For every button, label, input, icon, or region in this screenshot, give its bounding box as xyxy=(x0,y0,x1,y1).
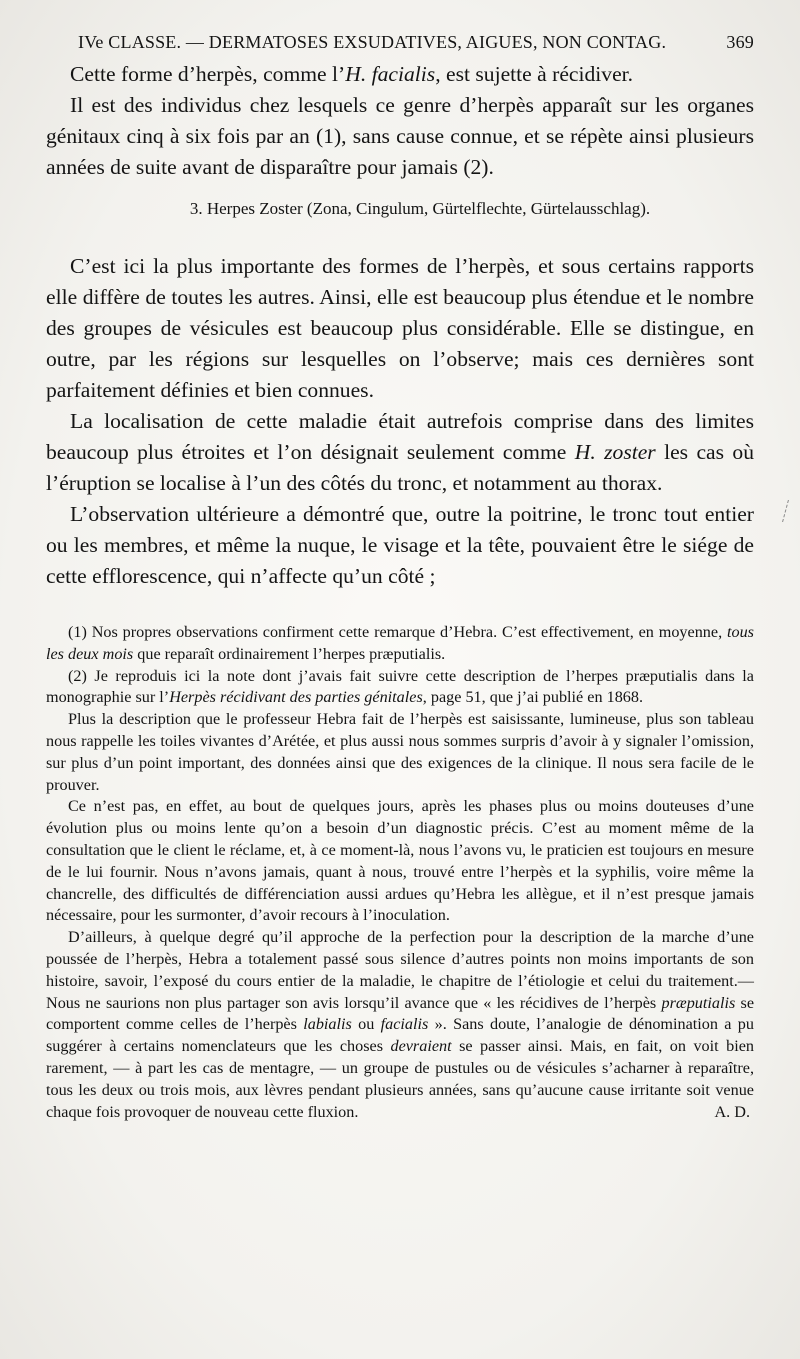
running-head-title: IVe CLASSE. — DERMATOSES EXSUDATIVES, AIGUES, NON CONTAG. xyxy=(78,32,667,52)
paragraph-1-text: Cette forme d’herpès, comme l’ xyxy=(70,62,346,86)
footnote-paragraph-3: Plus la description que le professeur Hebra fait de l’herpès est saisissante, lumineuse, plus son tableau nous rappelle les toiles vivantes d’Arétée, et plus aussi nous sommes surpris d’avoir à y signaler l’omission, sur plus d’un point important, des données ainsi que des exigences de la clinique. Il nous sera facile de le prouver. xyxy=(46,710,754,794)
main-text xyxy=(46,59,754,592)
footnote-5-italic-1: præputialis xyxy=(661,993,736,1012)
footnote-2-text: (2) Je reproduis ici la note dont j’avais fait suivre cette description de l’herpes præputialis dans la monographie sur l’ xyxy=(46,666,754,707)
footnote-2 xyxy=(46,666,754,710)
signature: A. D. xyxy=(714,1102,750,1121)
running-head xyxy=(78,32,754,53)
footnote-5-italic-4: devraient xyxy=(390,1037,452,1056)
footnote-5-text: D’ailleurs, à quelque degré qu’il approche de la perfection pour la description de la marche d’une poussée de l’herpès, Hebra a totalement passé sous silence d’autres points non moins importants de son histoire, savoir, l’exposé du cours entier de la maladie, le chapitre de l’étiologie et celui du traitement.— Nous ne saurions non plus partager son avis lorsqu’il avance que « les récidives de l’herpès xyxy=(46,928,754,1012)
paragraph-3: C’est ici la plus importante des formes de l’herpès, et sous certains rapports elle diffère de toutes les autres. Ainsi, elle est beaucoup plus étendue et le nombre des groupes de vésicules est beaucoup plus considérable. Elle se distingue, en outre, par les régions sur lesquelles on l’observe; mais ces dernières sont parfaitement définies et bien connues. xyxy=(46,254,754,402)
paragraph-2: Il est des individus chez lesquels ce genre d’herpès apparaît sur les organes génitaux cinq à six fois par an (1), sans cause connue, et se répète ainsi plusieurs années de suite avant de disparaître pour jamais (2). xyxy=(46,93,754,179)
footnote-paragraph-4: Ce n’est pas, en effet, au bout de quelques jours, après les phases plus ou moins douteuses d’une évolution plus ou moins lente qu’on a besoin d’un diagnostic précis. C’est au moment même de la consultation que le client le réclame, et, à ce moment-là, nous l’avons vu, le praticien est toujours en mesure de le lui fournir. Nous n’avons jamais, quant à nous, trouvé entre l’herpès et la syphilis, voire même la chancrelle, des difficultés de différenciation aussi ardues qu’Hebra les allègue, et il n’est presque jamais nécessaire, pour les surmonter, d’avoir recours à l’inoculation. xyxy=(46,797,754,925)
paragraph-4 xyxy=(46,406,754,499)
paragraph-1-end: , est sujette à récidiver. xyxy=(435,62,634,86)
paragraph-1 xyxy=(46,59,754,90)
margin-mark xyxy=(782,500,797,522)
footnotes xyxy=(46,622,754,1123)
paragraph-1-italic: H. facialis xyxy=(345,62,436,86)
footnote-1-text: (1) Nos propres observations confirment cette remarque d’Hebra. C’est effectivement, en moyenne, xyxy=(68,623,727,641)
page-number: 369 xyxy=(726,32,754,52)
footnote-5-mid-1: se comportent comme celles de l’herpès xyxy=(46,993,755,1034)
footnote-2-end: , page 51, que j’ai publié en 1868. xyxy=(422,688,644,707)
paragraph-4-end: les cas où l’éruption se localise à l’un des côtés du tronc, et notamment au thorax. xyxy=(46,440,755,495)
footnote-5-mid-3: ». Sans doute, l’analogie de dénomination a pu suggérer à certains nomenclateurs que les choses xyxy=(46,1015,754,1056)
footnote-5-italic-3: facialis xyxy=(380,1015,429,1034)
footnote-5-mid-2: ou xyxy=(351,1015,381,1034)
paragraph-5: L’observation ultérieure a démontré que, outre la poitrine, le tronc tout entier ou les membres, et même la nuque, le visage et la tête, pouvaient être le siége de cette efflorescence, qui n’affecte qu’un côté ; xyxy=(46,502,754,588)
footnote-2-italic: Herpès récidivant des parties génitales xyxy=(169,688,423,707)
footnote-paragraph-5 xyxy=(46,927,754,1123)
footnote-1-end: que reparaît ordinairement l’herpes præputialis. xyxy=(133,644,446,663)
footnote-5-italic-2: labialis xyxy=(303,1015,352,1034)
footnote-5-end: se passer ainsi. Mais, en fait, on voit bien rarement, — à part les cas de mentagre, — un groupe de pustules ou de vésicules s’acharner à reparaître, tous les deux ou trois mois, aux lèvres pendant plusieurs années, sans qu’aucune cause irritante soit venue chaque fois provoquer de nouveau cette fluxion. xyxy=(46,1037,754,1121)
section-heading: 3. Herpes Zoster (Zona, Cingulum, Gürtelflechte, Gürtelausschlag). xyxy=(189,199,651,218)
footnote-1-italic: tous les deux mois xyxy=(46,623,754,663)
footnote-1 xyxy=(46,622,754,666)
paragraph-4-text: La localisation de cette maladie était autrefois comprise dans des limites beaucoup plus étroites et l’on désignait seulement comme xyxy=(46,409,754,464)
paragraph-4-italic: H. zoster xyxy=(574,440,656,464)
